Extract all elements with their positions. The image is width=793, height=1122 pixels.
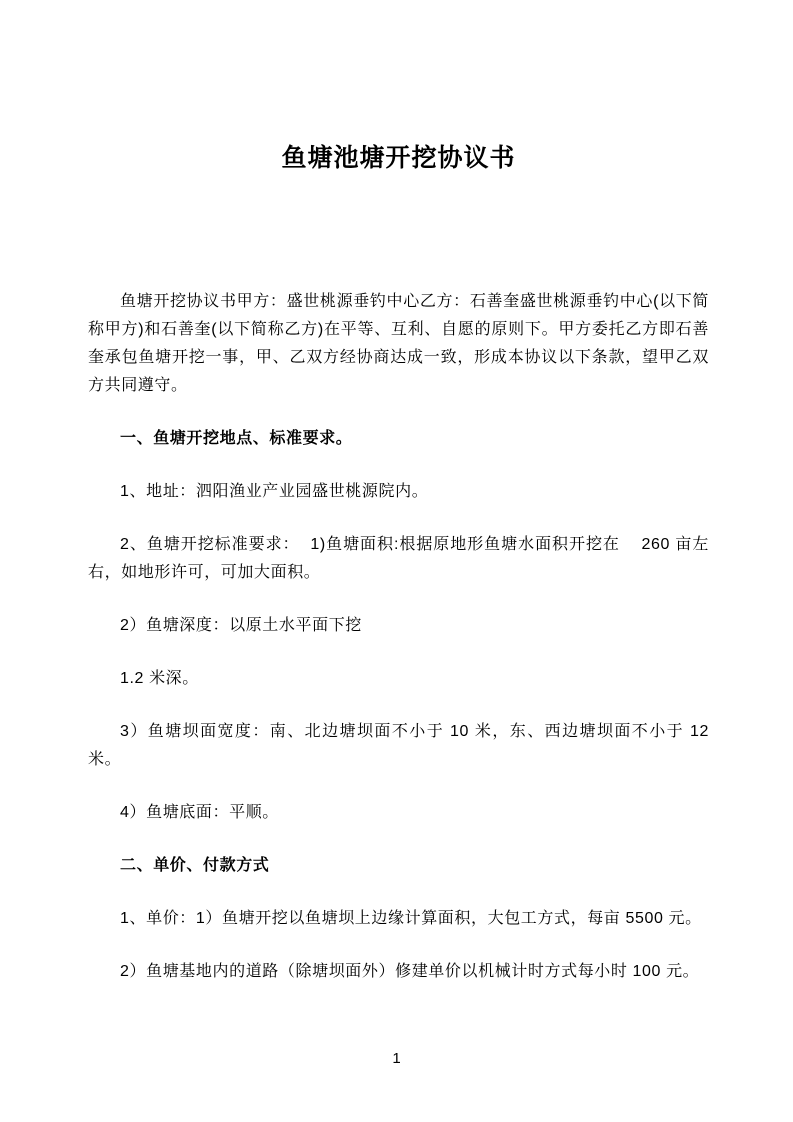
- intro-paragraph: 鱼塘开挖协议书甲方：盛世桃源垂钓中心乙方：石善奎盛世桃源垂钓中心(以下简称甲方)和石善奎(以下简称乙方)在平等、互利、自愿的原则下。甲方委托乙方即石善奎承包鱼塘开挖一事，甲、乙双方经协商达成一致，形成本协议以下条款，望甲乙双方共同遵守。: [88, 293, 709, 394]
- item-excavation-standard: 2、鱼塘开挖标准要求： 1)鱼塘面积:根据原地形鱼塘水面积开挖在 260 亩左右，如地形许可，可加大面积。: [88, 536, 709, 581]
- document-title: [88, 142, 709, 174]
- item-road-price: 2）鱼塘基地内的道路（除塘坝面外）修建单价以机械计时方式每小时 100 元。: [120, 963, 700, 980]
- item-pond-depth-value: 1.2 米深。: [120, 670, 199, 687]
- item-dam-width: 3）鱼塘坝面宽度：南、北边塘坝面不小于 10 米，东、西边塘坝面不小于 12 米。: [88, 723, 715, 768]
- item-address: 1、地址：泗阳渔业产业园盛世桃源院内。: [120, 483, 429, 500]
- item-pond-depth: 2）鱼塘深度：以原土水平面下挖: [120, 617, 362, 634]
- document-title-text: 鱼塘池塘开挖协议书: [281, 144, 516, 172]
- item-pond-bottom: 4）鱼塘底面：平顺。: [120, 804, 279, 821]
- item-unit-price: 1、单价：1）鱼塘开挖以鱼塘坝上边缘计算面积，大包工方式，每亩 5500 元。: [120, 910, 702, 927]
- section-1-heading: 一、鱼塘开挖地点、标准要求。: [120, 430, 353, 447]
- page-number: 1: [392, 1050, 401, 1067]
- section-2-heading: 二、单价、付款方式: [120, 857, 270, 874]
